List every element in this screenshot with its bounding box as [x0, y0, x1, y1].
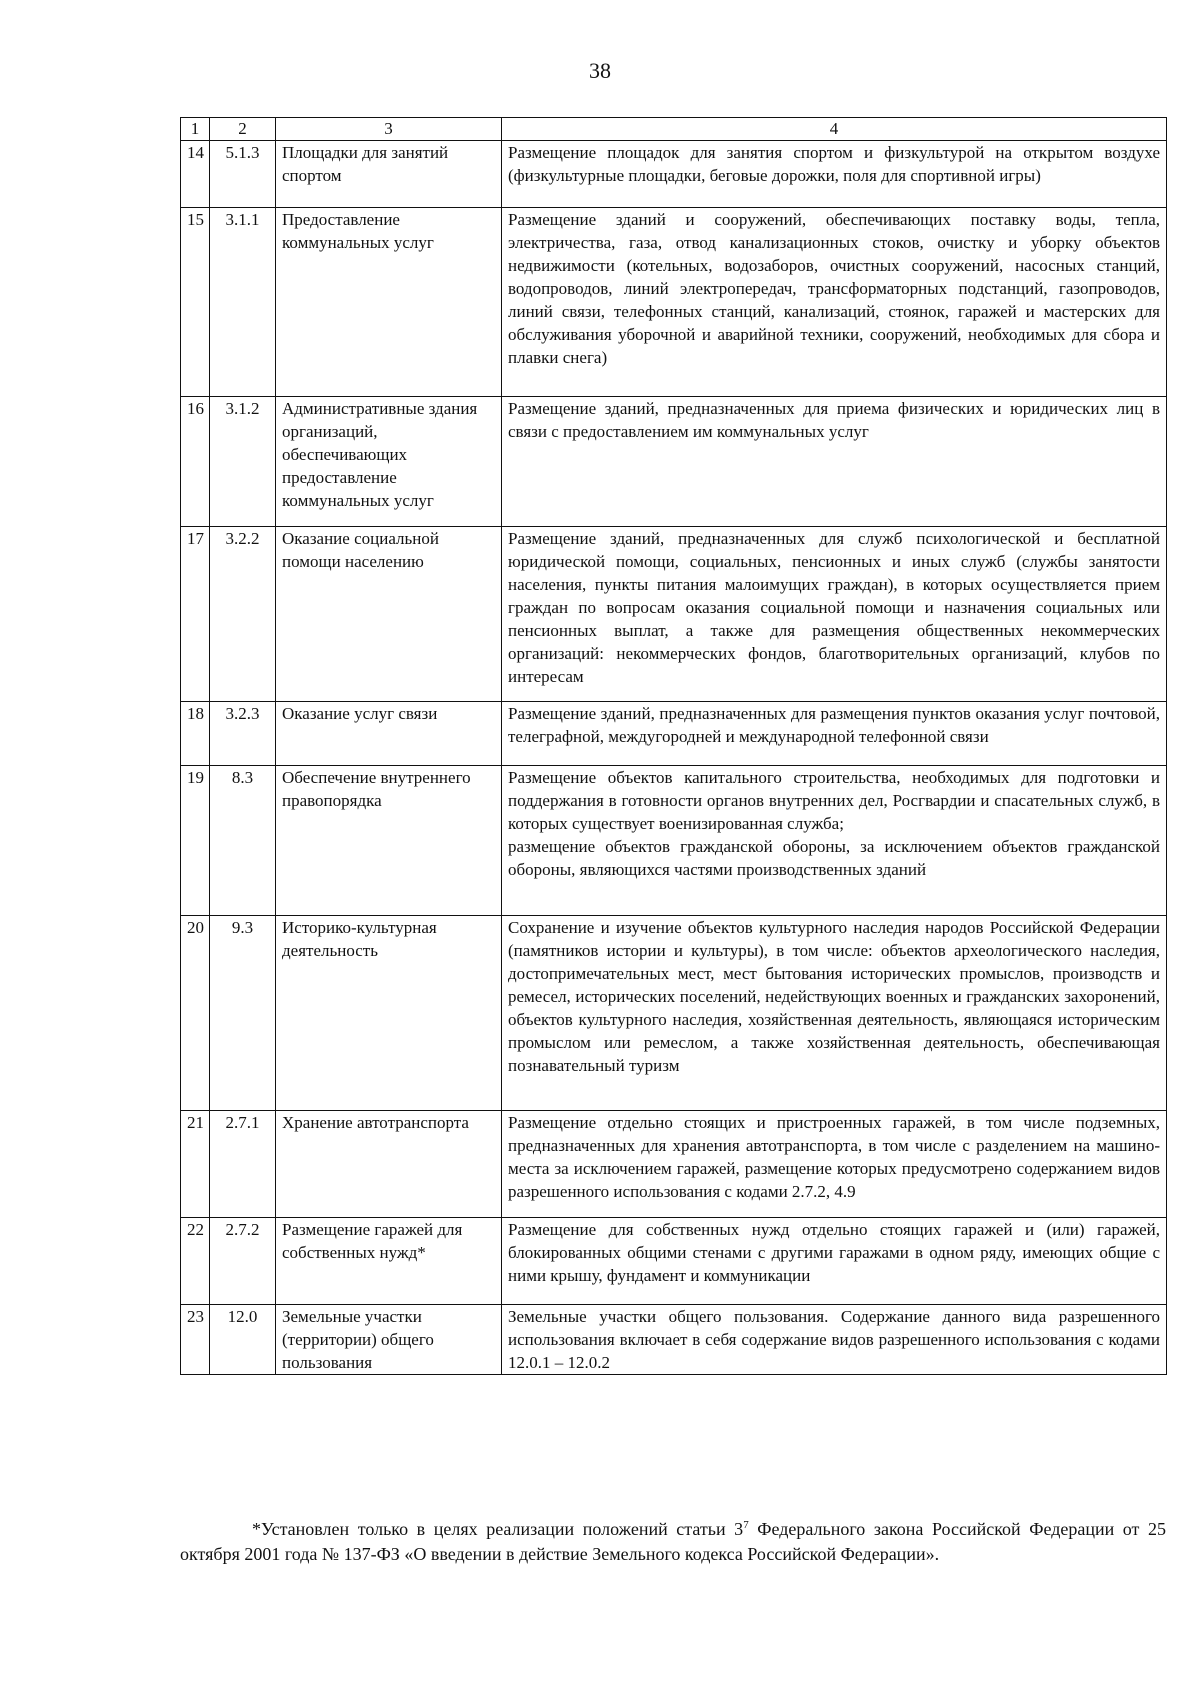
description-paragraph: Размещение зданий и сооружений, обеспечивающих поставку воды, тепла, электричества, газа, отвод канализационных стоков, очистку и уборку объектов недвижимости (котельных, водозаборов, очистных сооружений, насосных станций, водопроводов, линий электропередач, трансформаторных подстанций, газопроводов, линий связи, телефонных станций, канализаций, стоянок, гаражей и мастерских для обслуживания уборочной и аварийной техники, сооружений, необходимых для сбора и плавки снега)	[508, 210, 1160, 367]
row-code-cell: 12.0	[210, 1305, 276, 1375]
description-paragraph: Земельные участки общего пользования. Содержание данного вида разрешенного использования включает в себя содержание видов разрешенного использования с кодами 12.0.1 – 12.0.2	[508, 1307, 1160, 1372]
land-use-table	[180, 117, 1167, 1375]
page-number: 38	[589, 58, 611, 83]
header-col-1: 1	[181, 118, 210, 141]
table-row	[181, 1305, 1167, 1375]
row-description-cell	[502, 527, 1167, 702]
description-paragraph: Размещение отдельно стоящих и пристроенных гаражей, в том числе подземных, предназначенных для хранения автотранспорта, в том числе с разделением на машино-места за исключением гаражей, размещение которых предусмотрено содержанием видов разрешенного использования с кодами 2.7.2, 4.9	[508, 1113, 1160, 1201]
row-name-cell: Историко-культурная деятельность	[276, 916, 502, 1111]
row-code-cell: 2.7.1	[210, 1111, 276, 1218]
row-number-cell: 19	[181, 766, 210, 916]
table-row	[181, 702, 1167, 766]
row-name-cell: Хранение автотранспорта	[276, 1111, 502, 1218]
row-description-cell	[502, 208, 1167, 397]
description-paragraph: Размещение зданий, предназначенных для размещения пунктов оказания услуг почтовой, телеграфной, междугородней и международной телефонной связи	[508, 704, 1160, 746]
row-name-cell: Обеспечение внутреннего правопорядка	[276, 766, 502, 916]
header-col-4: 4	[502, 118, 1167, 141]
row-number-cell: 22	[181, 1218, 210, 1305]
table-row	[181, 1111, 1167, 1218]
row-name-cell: Предоставление коммунальных услуг	[276, 208, 502, 397]
row-description-cell	[502, 1111, 1167, 1218]
table-row	[181, 527, 1167, 702]
table-row	[181, 141, 1167, 208]
row-name-cell: Оказание услуг связи	[276, 702, 502, 766]
row-code-cell: 8.3	[210, 766, 276, 916]
row-number-cell: 15	[181, 208, 210, 397]
row-number-cell: 18	[181, 702, 210, 766]
row-code-cell: 3.1.1	[210, 208, 276, 397]
table-row	[181, 397, 1167, 527]
row-code-cell: 3.1.2	[210, 397, 276, 527]
row-name-cell: Оказание социальной помощи населению	[276, 527, 502, 702]
row-name-cell: Административные здания организаций, обеспечивающих предоставление коммунальных услуг	[276, 397, 502, 527]
row-code-cell: 2.7.2	[210, 1218, 276, 1305]
table-body	[181, 141, 1167, 1375]
description-paragraph: Размещение зданий, предназначенных для приема физических и юридических лиц в связи с предоставлением им коммунальных услуг	[508, 399, 1160, 441]
row-number-cell: 23	[181, 1305, 210, 1375]
row-code-cell: 3.2.3	[210, 702, 276, 766]
description-paragraph: Размещение для собственных нужд отдельно стоящих гаражей и (или) гаражей, блокированных общими стенами с другими гаражами в одном ряду, имеющих общие с ними крышу, фундамент и коммуникации	[508, 1220, 1160, 1285]
row-code-cell: 5.1.3	[210, 141, 276, 208]
description-paragraph: Сохранение и изучение объектов культурного наследия народов Российской Федерации (памятников истории и культуры), в том числе: объектов археологического наследия, достопримечательных мест, мест бытования исторических промыслов, производств и ремесел, исторических поселений, недействующих военных и гражданских захоронений, объектов культурного наследия, хозяйственная деятельность, являющаяся историческим промыслом или ремеслом, а также хозяйственная деятельность, обеспечивающая познавательный туризм	[508, 918, 1160, 1075]
row-name-cell: Земельные участки (территории) общего пользования	[276, 1305, 502, 1375]
table-row	[181, 1218, 1167, 1305]
row-description-cell	[502, 916, 1167, 1111]
description-paragraph: Размещение площадок для занятия спортом и физкультурой на открытом воздухе (физкультурные площадки, беговые дорожки, поля для спортивной игры)	[508, 143, 1160, 185]
row-number-cell: 14	[181, 141, 210, 208]
footnote-text-start: *Установлен только в целях реализации положений статьи 3	[252, 1519, 744, 1539]
row-description-cell	[502, 141, 1167, 208]
row-name-cell: Площадки для занятий спортом	[276, 141, 502, 208]
table-row	[181, 766, 1167, 916]
footnote-text-end: Федерального закона Российской Федерации от 25 октября 2001 года № 137-ФЗ «О введении в действие Земельного кодекса Российской Федерации».	[180, 1519, 1166, 1564]
row-description-cell	[502, 397, 1167, 527]
row-description-cell	[502, 766, 1167, 916]
description-paragraph: Размещение объектов капитального строительства, необходимых для подготовки и поддержания в готовности органов внутренних дел, Росгвардии и спасательных служб, в которых существует военизированная служба;	[508, 768, 1160, 833]
table-row	[181, 208, 1167, 397]
row-name-cell: Размещение гаражей для собственных нужд*	[276, 1218, 502, 1305]
row-code-cell: 9.3	[210, 916, 276, 1111]
header-col-2: 2	[210, 118, 276, 141]
row-code-cell: 3.2.2	[210, 527, 276, 702]
row-description-cell	[502, 1305, 1167, 1375]
header-col-3: 3	[276, 118, 502, 141]
row-number-cell: 17	[181, 527, 210, 702]
footnote	[180, 1517, 1166, 1567]
table-header-row	[181, 118, 1167, 141]
footnote-superscript: 7	[743, 1519, 749, 1531]
row-description-cell	[502, 702, 1167, 766]
row-number-cell: 20	[181, 916, 210, 1111]
table-row	[181, 916, 1167, 1111]
row-number-cell: 21	[181, 1111, 210, 1218]
row-number-cell: 16	[181, 397, 210, 527]
description-paragraph: Размещение зданий, предназначенных для служб психологической и бесплатной юридической помощи, социальных, пенсионных и иных служб (службы занятости населения, пункты питания малоимущих граждан), в которых осуществляется прием граждан по вопросам оказания социальной помощи и назначения социальных или пенсионных выплат, а также для размещения общественных некоммерческих организаций: некоммерческих фондов, благотворительных организаций, клубов по интересам	[508, 529, 1160, 686]
description-paragraph: размещение объектов гражданской обороны, за исключением объектов гражданской обороны, являющихся частями производственных зданий	[508, 837, 1160, 879]
row-description-cell	[502, 1218, 1167, 1305]
